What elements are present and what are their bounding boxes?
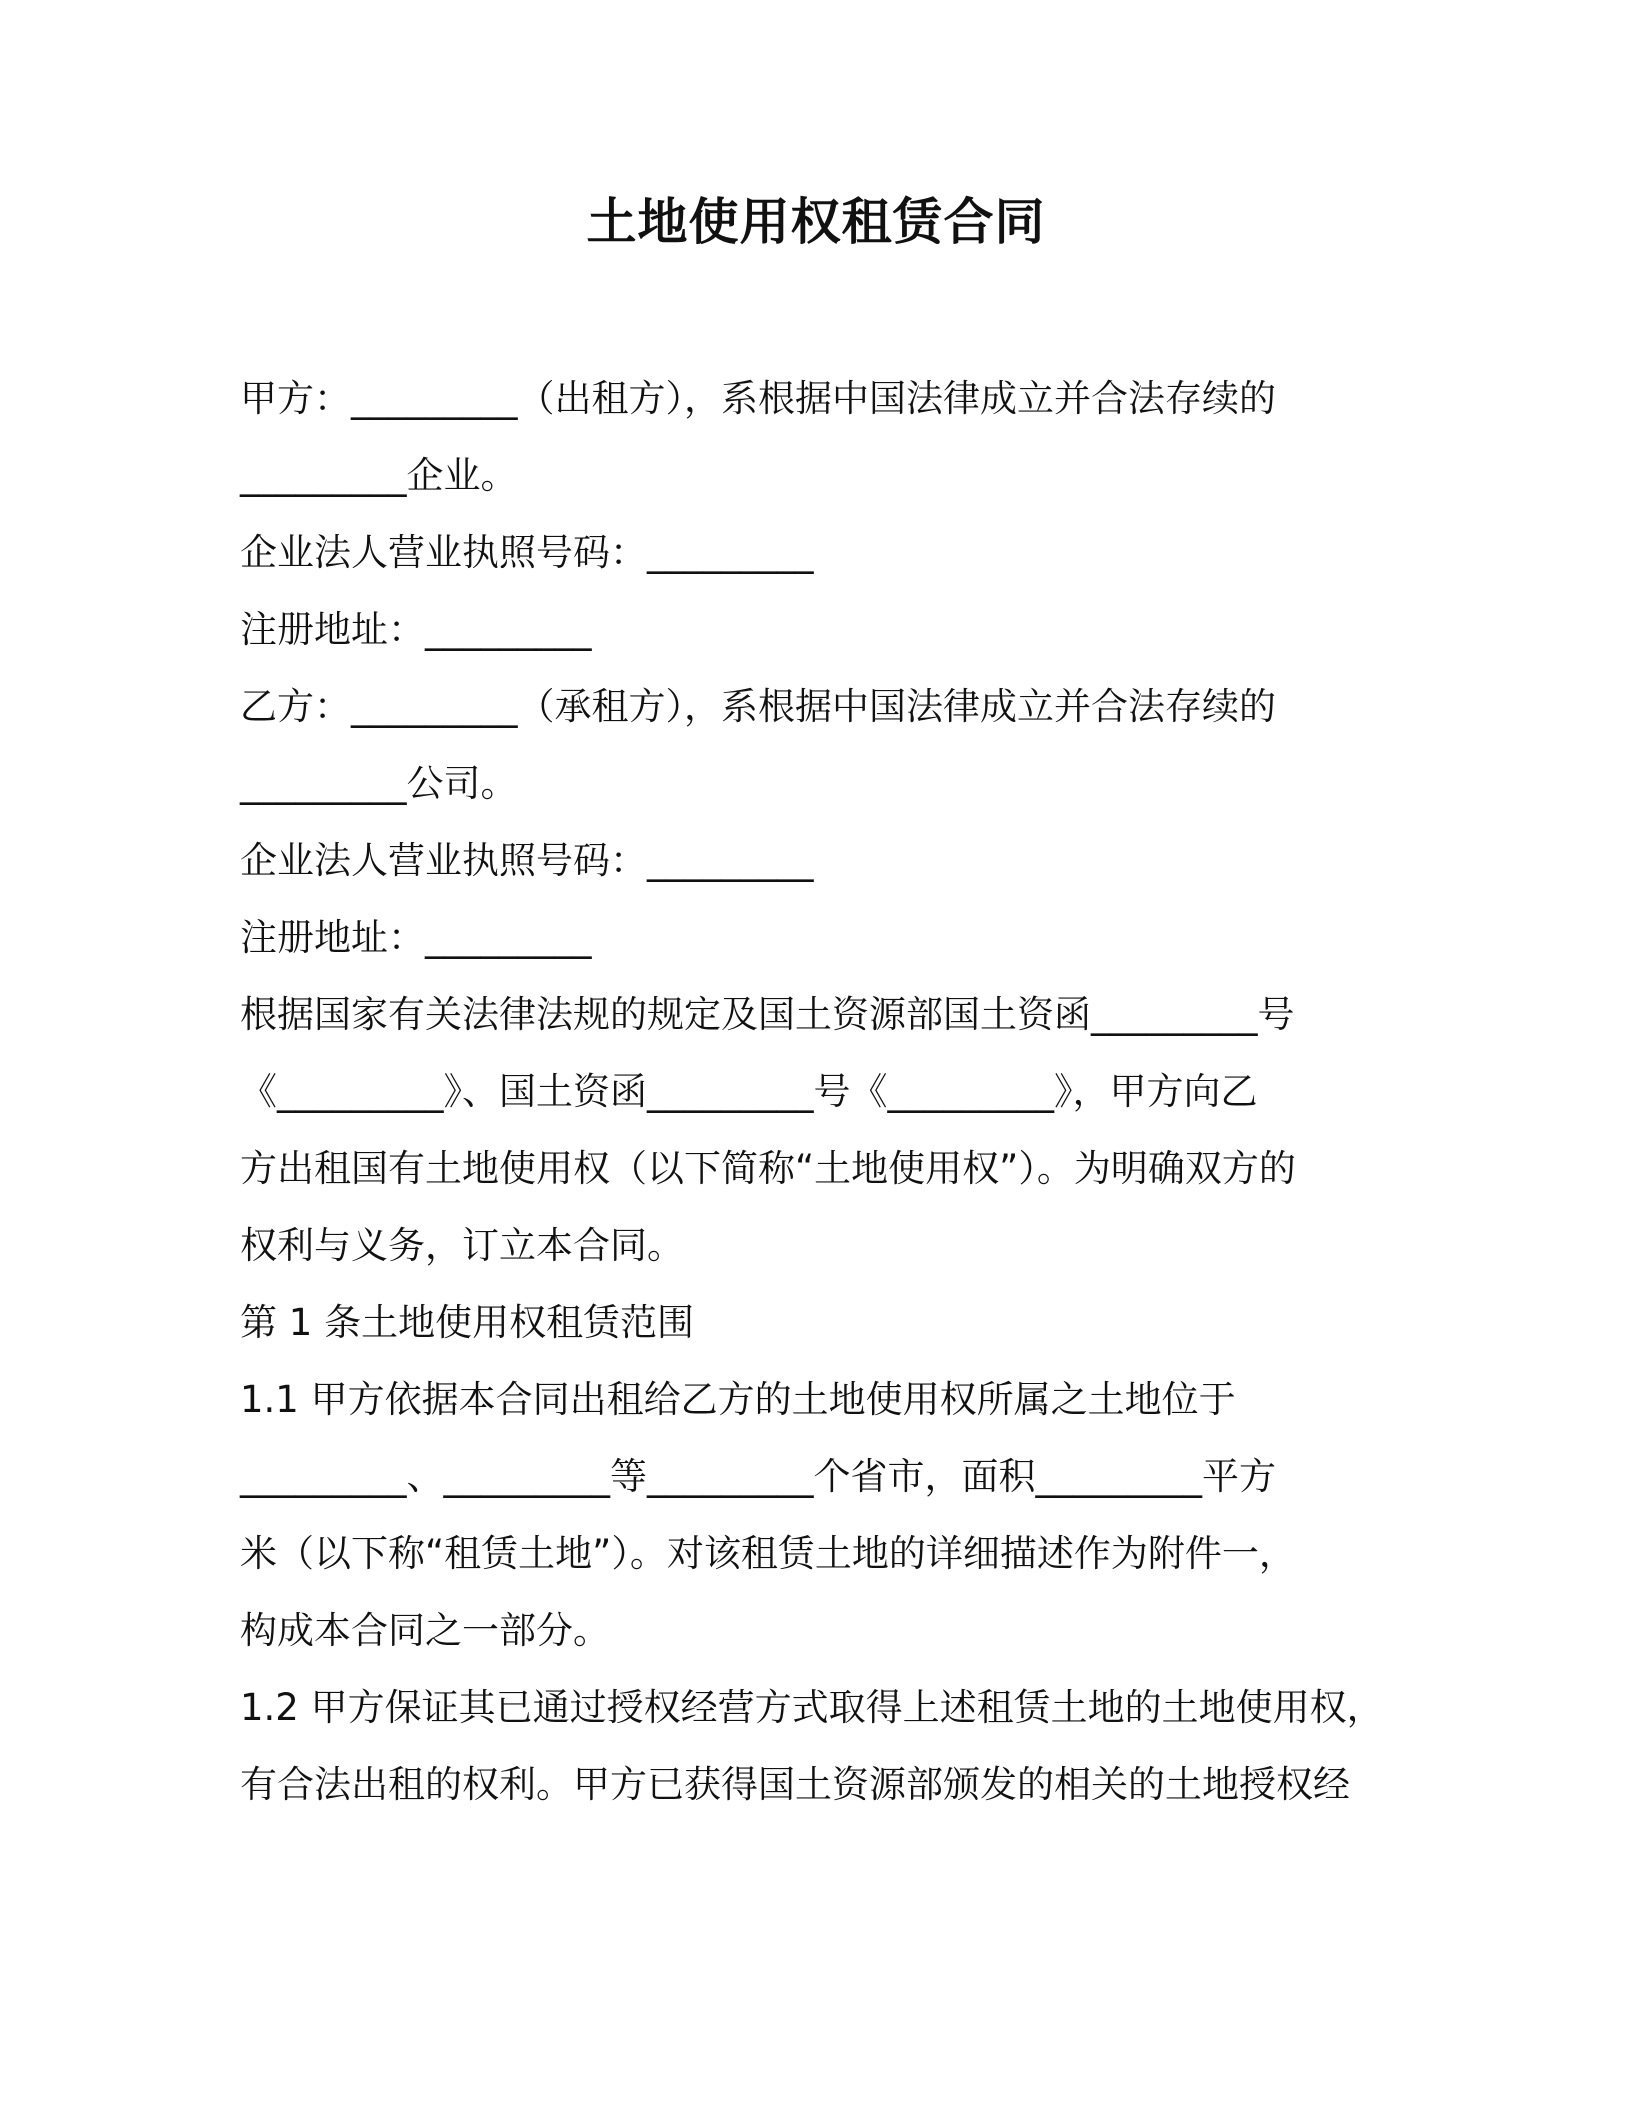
body-line: _________企业。 — [240, 454, 518, 497]
body-line: 企业法人营业执照号码：_________ — [240, 839, 814, 882]
body-line: 注册地址：_________ — [240, 916, 592, 959]
body-line: 权利与义务，订立本合同。 — [240, 1224, 684, 1267]
body-line: 甲方：_________（出租方），系根据中国法律成立并合法存续的 — [240, 377, 1276, 420]
body-line: _________公司。 — [240, 762, 518, 805]
body-line: 根据国家有关法律法规的规定及国土资源部国土资函_________号 — [240, 993, 1295, 1036]
section-heading: 第 1 条土地使用权租赁范围 — [240, 1301, 695, 1344]
body-line: 1.1 甲方依据本合同出租给乙方的土地使用权所属之土地位于 — [240, 1378, 1236, 1421]
body-line: 乙方：_________（承租方），系根据中国法律成立并合法存续的 — [240, 685, 1276, 728]
document-body — [240, 360, 1384, 1823]
body-line: _________、_________等_________个省市，面积_________平方 — [240, 1455, 1276, 1498]
body-line: 有合法出租的权利。甲方已获得国土资源部颁发的相关的土地授权经 — [240, 1763, 1350, 1806]
body-line: 注册地址：_________ — [240, 608, 592, 651]
body-line: 方出租国有土地使用权（以下简称“土地使用权”）。为明确双方的 — [240, 1147, 1296, 1190]
body-line: 构成本合同之一部分。 — [240, 1609, 610, 1652]
body-line: 米（以下称“租赁土地”）。对该租赁土地的详细描述作为附件一， — [240, 1532, 1296, 1575]
document-title: 土地使用权租赁合同 — [586, 193, 1046, 251]
body-line: 《_________》、国土资函_________号《_________》，甲方向乙 — [240, 1070, 1258, 1113]
body-line: 1.2 甲方保证其已通过授权经营方式取得上述租赁土地的土地使用权， — [240, 1686, 1384, 1729]
body-line: 企业法人营业执照号码：_________ — [240, 531, 814, 574]
